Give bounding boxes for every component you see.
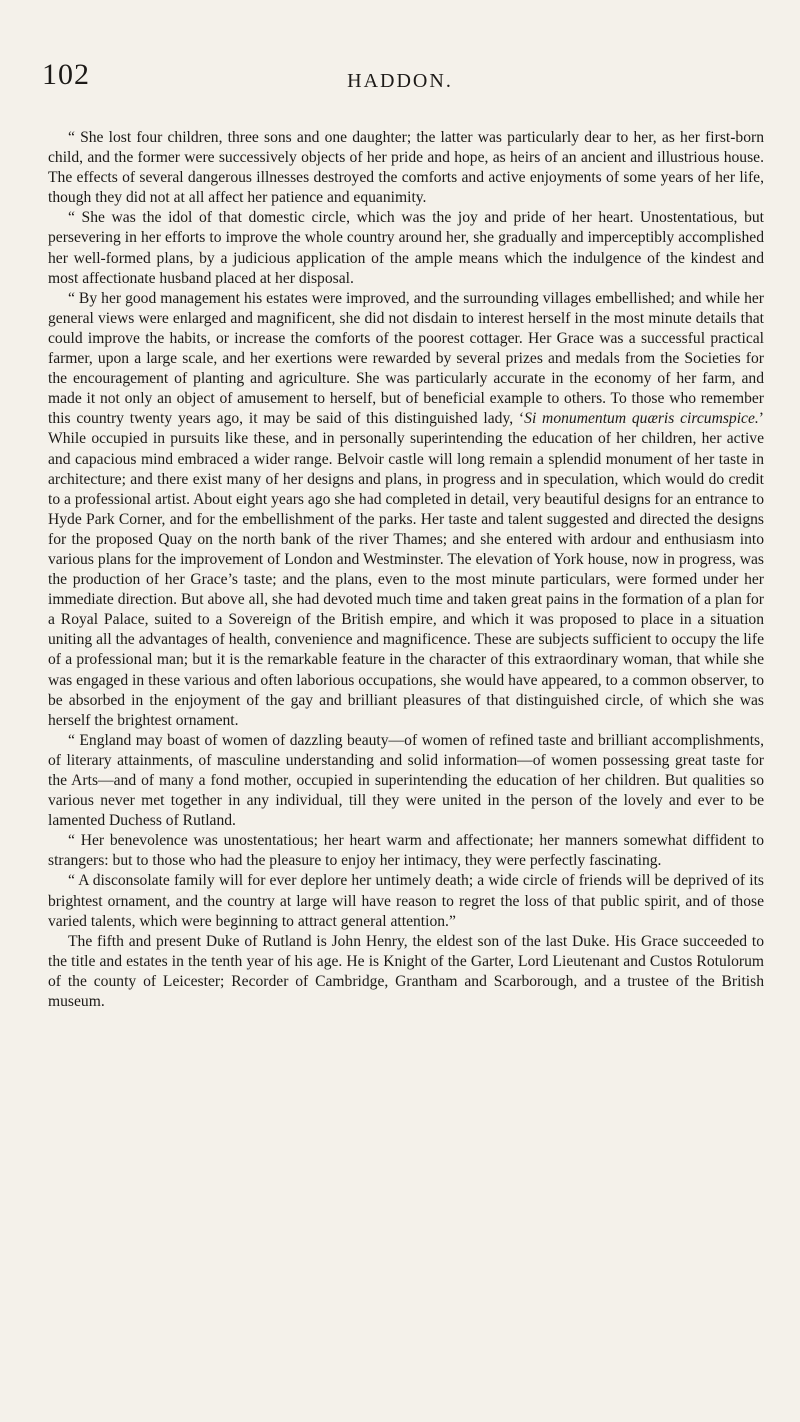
paragraph: The fifth and present Duke of Rutland is John Henry, the eldest son of the last Duke. His Grace succeeded to the title and estates in the tenth year of his age. He is Knight of the Garter, Lord Lieutenant and Custos Rotulorum of the county of Leicester; Recorder of Cambridge, Grantham and Scarborough, and a trustee of the British museum. bbox=[48, 932, 764, 1011]
paragraph: “ She was the idol of that domestic circle, which was the joy and pride of her heart. Unostentatious, but persevering in her efforts to improve the whole country around her, she gradually and imperceptibly accomplished her well-formed plans, by a judicious application of the ample means which the indulgence of the kindest and most affectionate husband placed at her disposal. bbox=[48, 209, 764, 287]
paragraph: “ Her benevolence was unostentatious; her heart warm and affectionate; her manners somewhat diffident to strangers: but to those who had the pleasure to enjoy her intimacy, they were perfectly fascinating. bbox=[48, 832, 764, 870]
paragraph: “ A disconsolate family will for ever deplore her untimely death; a wide circle of friends will be deprived of its brightest ornament, and the country at large will have reason to regret the loss of that public spirit, and of those varied talents, which were beginning to attract general attention.” bbox=[48, 872, 764, 930]
paragraph-text: “ By her good management his estates were improved, and the surrounding villages embellished; and while her general views were enlarged and magnificent, she did not disdain to interest herself in the most minute details that could improve the habits, or increase the comforts of the poorest cottager. Her Grace was a successful practical farmer, upon a large scale, and her exertions were rewarded by several prizes and medals from the Societies for the encouragement of planting and agriculture. She was particularly accurate in the economy of her farm, and made it not only an object of amusement to herself, but of beneficial example to others. To those who remember this country twenty years ago, it may be said of this distinguished lady, ‘ bbox=[48, 289, 764, 428]
page-header bbox=[0, 58, 800, 98]
page-number: 102 bbox=[42, 58, 90, 91]
latin-quote: Si monumentum quæris circumspice. bbox=[524, 410, 759, 428]
body-text bbox=[48, 128, 764, 1012]
paragraph bbox=[48, 289, 764, 731]
running-head: HADDON. bbox=[347, 70, 453, 92]
paragraph-text: ’ While occupied in pursuits like these, and in personally superintending the education of her children, her active and capacious mind embraced a wider range. Belvoir castle will long remain a splendid monument of her taste in architecture; and there exist many of her designs and plans, in progress and in speculation, which would do credit to a professional artist. About eight years ago she had completed in detail, very beautiful designs for an entrance to Hyde Park Corner, and for the embellishment of the parks. Her taste and talent suggested and directed the designs for the proposed Quay on the north bank of the river Thames; and she entered with ardour and enthusiasm into various plans for the improvement of London and Westminster. The elevation of York house, now in progress, was the production of her Grace’s taste; and the plans, even to the most minute particulars, were formed under her immediate direction. But above all, she had devoted much time and taken great pains in the formation of a plan for a Royal Palace, suited to a Sovereign of the British empire, and which it was proposed to place in a situation uniting all the advantages of health, convenience and magnificence. These are subjects sufficient to occupy the life of a professional man; but it is the remarkable feature in the character of this extraordinary woman, that while she was engaged in these various and often laborious occupations, she would have appeared, to a common observer, to be absorbed in the enjoyment of the gay and brilliant pleasures of that distinguished circle, of which she was herself the brightest ornament. bbox=[48, 410, 764, 729]
paragraph: “ She lost four children, three sons and one daughter; the latter was particularly dear to her, as her first-born child, and the former were successively objects of her pride and hope, as heirs of an ancient and illustrious house. The effects of several dangerous illnesses destroyed the comforts and active enjoyments of some years of her life, though they did not at all affect her patience and equanimity. bbox=[48, 129, 764, 207]
paragraph: “ England may boast of women of dazzling beauty—of women of refined taste and brilliant accomplishments, of literary attainments, of masculine understanding and solid information—of women possessing great taste for the Arts—and of many a fond mother, occupied in superintending the education of her children. But qualities so various never met together in any individual, till they were united in the person of the lovely and ever to be lamented Duchess of Rutland. bbox=[48, 731, 764, 830]
